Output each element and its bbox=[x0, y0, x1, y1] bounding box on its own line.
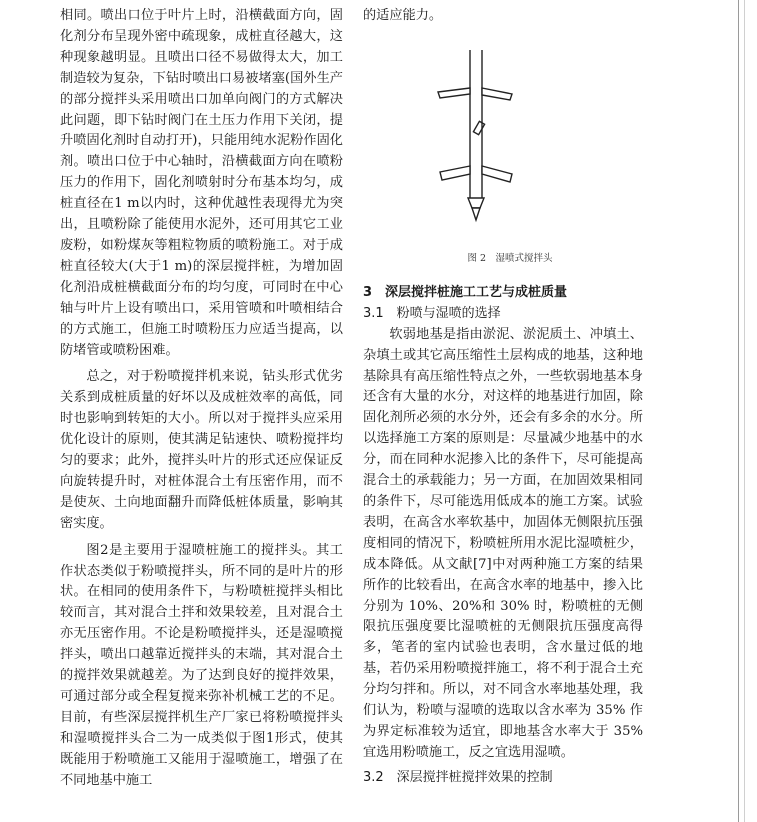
wet-mixing-head-figure bbox=[420, 48, 530, 238]
page-frame-line bbox=[738, 0, 739, 822]
section-heading: 3 深层搅拌桩施工工艺与成桩质量 bbox=[363, 284, 568, 300]
right-top-line: 的适应能力。 bbox=[363, 8, 443, 23]
subsection-heading-3-1: 3.1 粉喷与湿喷的选择 bbox=[363, 305, 501, 321]
left-paragraph-2: 总之，对于粉喷搅拌机来说，钻头形式优劣关系到成桩质量的好坏以及成桩效率的高低，同时也影响到转矩的大小。所以对于搅拌头应采用优化设计的原则，使其满足钻速快、喷粉搅拌均匀的要求；此外，搅拌头叶片的形式还应保证反向旋转提升时，对桩体混合土有压密作用，而不是使灰、土向地面翻升而降低桩体质量，影响其密实度。 bbox=[60, 369, 343, 531]
left-paragraph-3: 图2是主要用于湿喷桩施工的搅拌头。其工作状态类似于粉喷搅拌头，所不同的是叶片的形状。在相同的使用条件下，与粉喷桩搅拌头相比较而言，其对混合土拌和效果较差，且对混合土亦无压密作用。不论是粉喷搅拌头，还是湿喷搅拌头，喷出口越靠近搅拌头的末端，其对混合土的搅拌效果就越差。为了达到良好的搅拌效果，可通过部分或全程复搅来弥补机械工艺的不足。目前，有些深层搅拌机生产厂家已将粉喷搅拌头和湿喷搅拌头合二为一成类似于图1形式，使其既能用于粉喷施工又能用于湿喷施工，增强了在不同地基中施工 bbox=[60, 542, 343, 788]
page-frame-line-outer bbox=[744, 0, 745, 822]
figure-caption: 图 2 湿喷式搅拌头 bbox=[467, 253, 553, 264]
right-paragraph-1: 软弱地基是指由淤泥、淤泥质土、冲填土、杂填土或其它高压缩性土层构成的地基，这种地基除具有高压缩性特点之外，一些软弱地基本身还含有大量的水分，对这样的地基进行加固，除固化剂所必须的水分外，还会有多余的水分。所以选择施工方案的原则是：尽量减少地基中的水分，而在同种水泥掺入比的条件下，尽可能提高混合土的承载能力；另一方面，在加固效果相同的条件下，尽可能选用低成本的施工方案。试验表明，在高含水率软基中，加固体无侧限抗压强度相同的情况下，粉喷桩所用水泥比湿喷桩少，成本降低。从文献[7]中对两种施工方案的结果所作的比较看出，在高含水率的地基中，掺入比分别为 10%、20%和 30% 时，粉喷桩的无侧限抗压强度要比湿喷桩的无侧限抗压强度高得多，笔者的室内试验也表明，含水量过低的地基，若仍采用粉喷搅拌施工，将不利于混合土充分均匀拌和。所以，对不同含水率地基处理，我们认为，粉喷与湿喷的选取以含水率为 35% 作为界定标准较为适宜，即地基含水率大于 35% 宜选用粉喷施工，反之宜选用湿喷。 bbox=[363, 326, 643, 760]
subsection-heading-3-2: 3.2 深层搅拌桩搅拌效果的控制 bbox=[363, 769, 553, 785]
left-column bbox=[60, 6, 343, 792]
left-paragraph-1: 相同。喷出口位于叶片上时，沿横截面方向，固化剂分布呈现外密中疏现象，成桩直径越大，这种现象越明显。且喷出口径不易做得太大，加工制造较为复杂，下钻时喷出口易被堵塞(国外生产的部分搅拌头采用喷出口加单向阀门的方式解决此问题，即下钻时阀门在土压力作用下关闭，提升喷固化剂时自动打开)，只能用纯水泥粉作固化剂。喷出口位于中心轴时，沿横截面方向在喷粉压力的作用下，固化剂喷射时分布基本均匀，成桩直径在1 m以内时，这种优越性表现得尤为突出，且喷粉除了能使用水泥外，还可用其它工业废粉，如粉煤灰等粗粒物质的喷粉施工。对于成桩直径较大(大于1 m)的深层搅拌桩，为增加固化剂沿成桩横截面分布的均匀度，可同时在中心轴与叶片上设有喷出口，采用管喷和叶喷相结合的方式施工，但施工时喷粉压力应适当提高，以防堵管或喷粉困难。 bbox=[60, 8, 343, 358]
